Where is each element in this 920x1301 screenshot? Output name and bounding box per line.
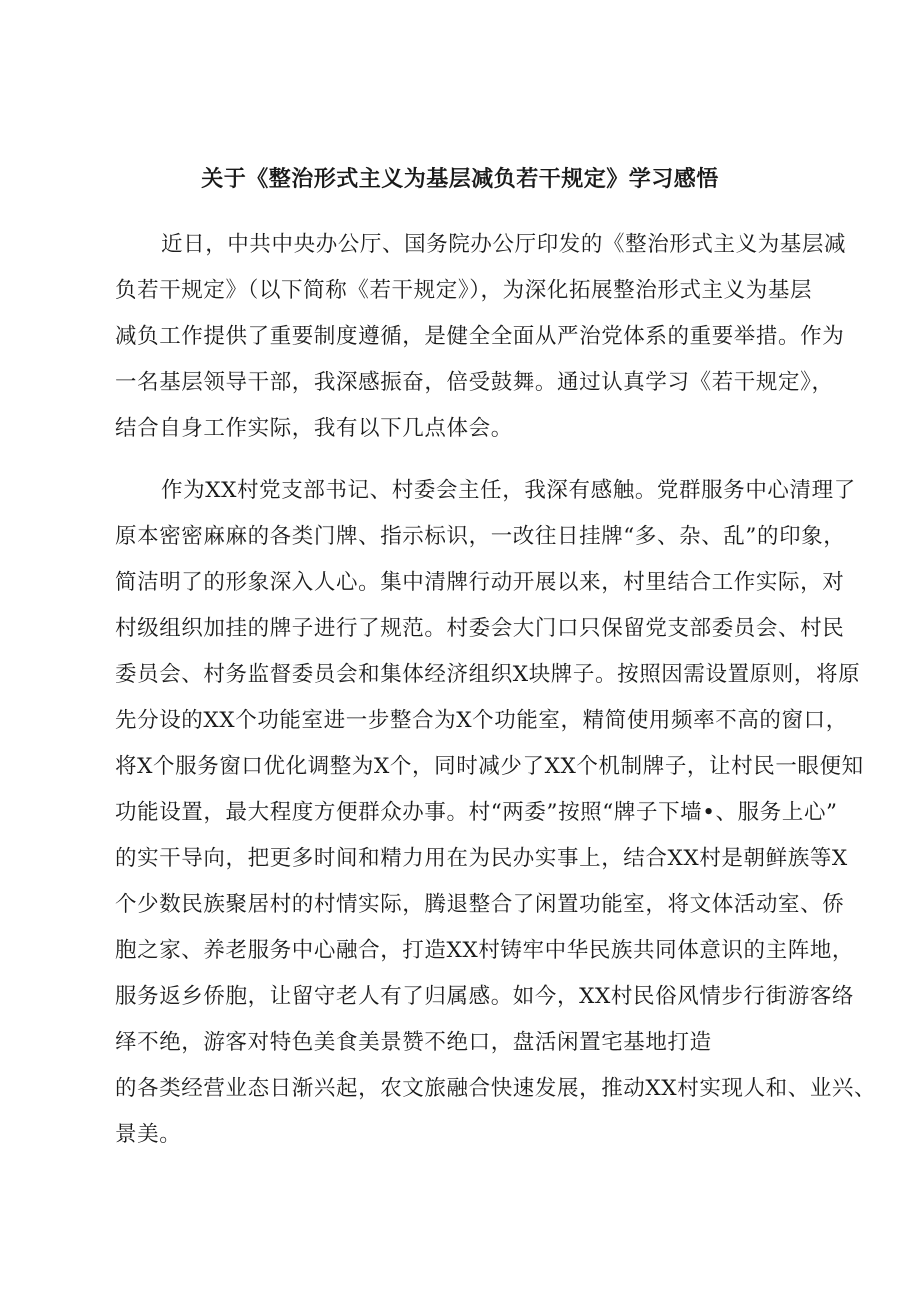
paragraph-line: 负若干规定》（以下简称《若干规定》），为深化拓展整治形式主义为基层 [115, 278, 813, 303]
paragraph-line: 服务返乡侨胞，让留守老人有了归属感。如今，XX村民俗风情步行街游客络 [115, 984, 855, 1009]
paragraph-line: 简洁明了的形象深入人心。集中清牌行动开展以来，村里结合工作实际，对 [115, 570, 845, 595]
paragraph-2 [115, 468, 877, 1158]
paragraph-line: 景美。 [115, 1122, 182, 1147]
paragraph-line: 作为XX村党支部书记、村委会主任，我深有感触。党群服务中心清理了 [161, 478, 856, 503]
paragraph-line: 原本密密麻麻的各类门牌、指示标识，一改往日挂牌“多、杂、乱”的印象， [115, 524, 846, 549]
paragraph-line: 近日，中共中央办公厅、国务院办公厅印发的《整治形式主义为基层减 [161, 232, 847, 257]
paragraph-line: 一名基层领导干部，我深感振奋，倍受鼓舞。通过认真学习《若干规定》， [115, 370, 834, 395]
paragraph-line: 将X个服务窗口优化调整为X个，同时减少了XX个机制牌子，让村民一眼便知 [115, 754, 864, 779]
paragraph-1 [115, 222, 845, 452]
paragraph-line: 结合自身工作实际，我有以下几点体会。 [115, 416, 513, 441]
paragraph-line: 胞之家、养老服务中心融合，打造XX村铸牢中华民族共同体意识的主阵地， [115, 938, 855, 963]
paragraph-line: 的各类经营业态日渐兴起，农文旅融合快速发展，推动XX村实现人和、业兴、 [115, 1076, 877, 1101]
paragraph-line: 村级组织加挂的牌子进行了规范。村委会大门口只保留党支部委员会、村民 [115, 616, 845, 641]
document-title: 关于《整治形式主义为基层减负若干规定》学习感悟 [201, 167, 719, 192]
paragraph-line: 委员会、村务监督委员会和集体经济组织X块牌子。按照因需设置原则，将原 [115, 662, 861, 687]
paragraph-line: 先分设的XX个功能室进一步整合为X个功能室，精简使用频率不高的窗口， [115, 708, 848, 733]
paragraph-line: 功能设置，最大程度方便群众办事。村“两委”按照“牌子下墙•、服务上心” [115, 800, 838, 825]
paragraph-line: 个少数民族聚居村的村情实际，腾退整合了闲置功能室，将文体活动室、侨 [115, 892, 845, 917]
paragraph-line: 的实干导向，把更多时间和精力用在为民办实事上，结合XX村是朝鲜族等X [115, 846, 848, 871]
paragraph-line: 减负工作提供了重要制度遵循，是健全全面从严治党体系的重要举措。作为 [115, 324, 845, 349]
paragraph-line: 绎不绝，游客对特色美食美景赞不绝口，盘活闲置宅基地打造 [115, 1030, 712, 1055]
